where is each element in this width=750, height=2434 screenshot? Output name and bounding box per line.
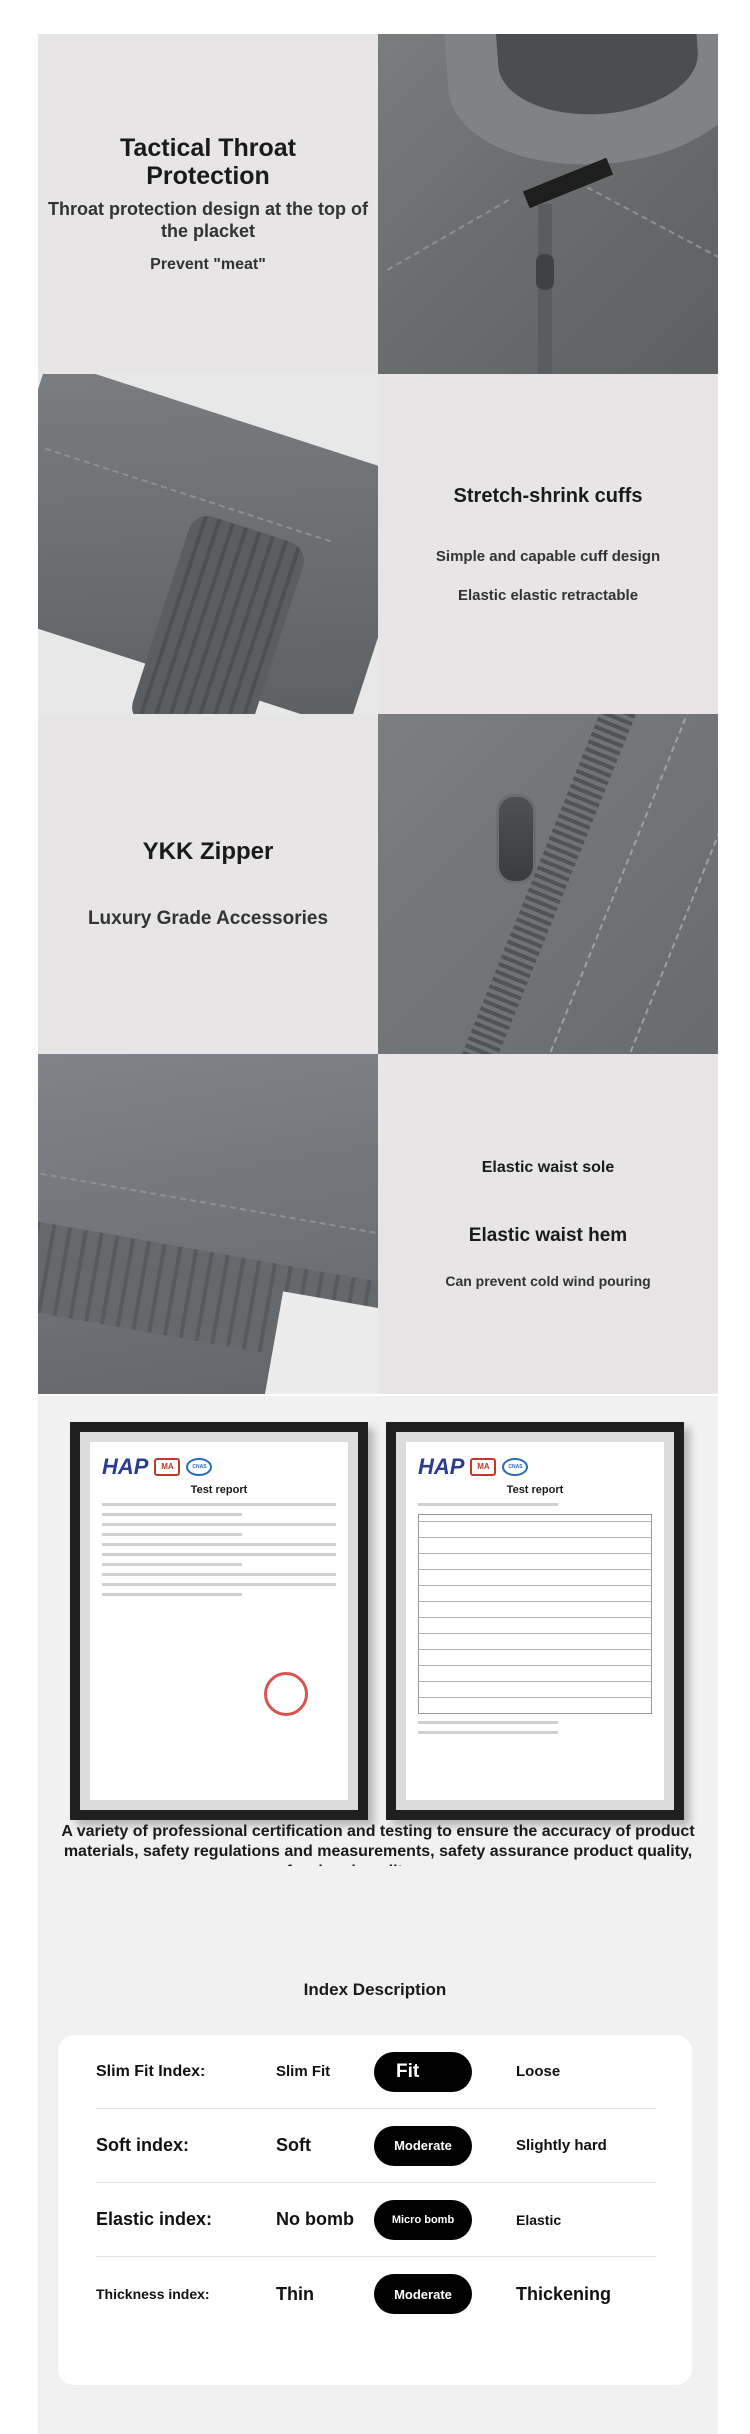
report-table: [418, 1514, 652, 1714]
cuff-line-2: Elastic elastic retractable: [457, 586, 639, 604]
throat-tagline: Prevent "meat": [150, 256, 266, 273]
index-card: [58, 2035, 692, 2385]
cuff-title: Stretch-shrink cuffs: [453, 484, 643, 507]
zipper-subtitle: Luxury Grade Accessories: [87, 908, 329, 929]
selected-pill: Micro bomb: [374, 2200, 472, 2240]
red-seal-stamp: [264, 1672, 308, 1716]
zipper-puller-image: [496, 794, 536, 884]
certificate-frame-2: [386, 1422, 684, 1820]
hap-logo: HAP: [102, 1454, 149, 1479]
hem-subtitle: Can prevent cold wind pouring: [445, 1273, 651, 1289]
section-throat-protection: [38, 34, 718, 374]
index-row-soft: Soft index: Soft Moderate Slightly hard: [96, 2109, 656, 2183]
hem-photo: [38, 1054, 378, 1394]
cuff-line-1: Simple and capable cuff design: [435, 547, 661, 565]
cuff-photo: [38, 374, 378, 714]
collar-photo: [378, 34, 718, 374]
brand-tag-image: [523, 158, 613, 208]
section-cuffs: [38, 374, 718, 714]
certification-description: A variety of professional certification and testing to ensure the accuracy of product materials, safety regulations and measurements, safety assurance product quality,: [61, 1823, 695, 1860]
selected-pill: Moderate: [374, 2126, 472, 2166]
ma-badge-icon: MA: [154, 1458, 180, 1476]
throat-title: Tactical Throat Protection: [120, 134, 296, 190]
hem-text-panel: [378, 1054, 718, 1394]
index-row-thickness: Thickness index: Thin Moderate Thickening: [96, 2257, 656, 2331]
zipper-pull-image: [536, 254, 554, 290]
zipper-title: YKK Zipper: [142, 838, 274, 865]
hap-logo: HAP: [418, 1454, 465, 1479]
section-waist-hem: [38, 1054, 718, 1394]
cuff-text-panel: [378, 374, 718, 714]
cnas-badge-icon: CNAS: [186, 1458, 212, 1476]
report-title: Test report: [506, 1484, 564, 1496]
throat-text-panel: [38, 34, 378, 374]
selected-pill: Fit: [374, 2052, 472, 2092]
zipper-photo: [378, 714, 718, 1054]
throat-subtitle: Throat protection design at the top of the placket: [48, 199, 368, 241]
hem-title: Elastic waist hem: [468, 1225, 628, 1246]
certificates-section: [38, 1396, 718, 1866]
certificate-frame-1: [70, 1422, 368, 1820]
zipper-teeth-image: [454, 714, 635, 1054]
zipper-text-panel: [38, 714, 378, 1054]
hem-top-label: Elastic waist sole: [481, 1159, 615, 1176]
selected-pill: Moderate: [374, 2274, 472, 2314]
report-title: Test report: [190, 1484, 248, 1496]
section-zipper: [38, 714, 718, 1054]
index-row-slim-fit: Slim Fit Index: Slim Fit Fit Loose: [96, 2035, 656, 2109]
cnas-badge-icon: CNAS: [502, 1458, 528, 1476]
index-row-elastic: Elastic index: No bomb Micro bomb Elastic: [96, 2183, 656, 2257]
index-title: Index Description: [303, 1980, 447, 1999]
ma-badge-icon: MA: [470, 1458, 496, 1476]
